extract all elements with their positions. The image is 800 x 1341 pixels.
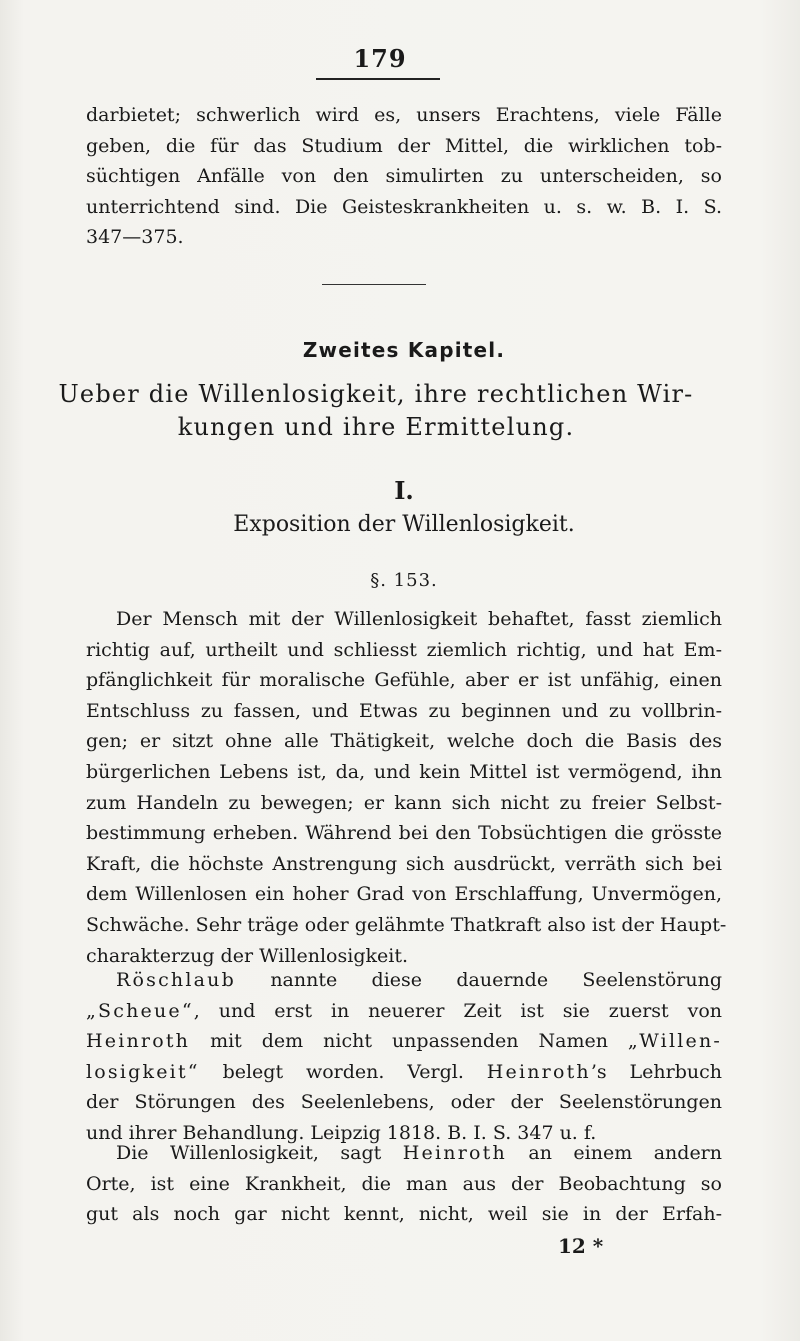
page-number: 179 <box>353 44 407 73</box>
text-line: Der Mensch mit der Willenlosigkeit behaftet, fasst ziemlich <box>116 608 722 630</box>
text-line: unterrichtend sind. Die Geisteskrankheiten u. s. w. B. I. S. <box>86 195 722 218</box>
text-line: und ihrer Behandlung. Leipzig 1818. B. I. S. 347 u. f. <box>86 1121 597 1144</box>
text-line <box>86 996 722 1027</box>
text-line <box>86 1057 722 1088</box>
text-line: süchtigen Anfälle von den simulirten zu unterscheiden, so <box>86 165 722 188</box>
text-line: gut als noch gar nicht kennt, nicht, weil sie in der Erfah- <box>86 1203 722 1226</box>
author-name: Heinroth <box>86 1030 191 1053</box>
text-line: bürgerlichen Lebens ist, da, und kein Mittel ist vermögend, ihn <box>86 760 722 783</box>
paragraph-main <box>86 604 727 971</box>
text-line: pfänglichkeit für moralische Gefühle, aber er ist unfähig, einen <box>86 669 722 692</box>
text-line <box>86 965 722 996</box>
subtitle-line: kungen und ihre Ermittelung. <box>177 413 575 441</box>
section-numeral: I. <box>394 476 414 505</box>
text-line: zum Handeln zu bewegen; er kann sich nicht zu freier Selbst- <box>86 791 722 814</box>
text-run: Die Willenlosigkeit, sagt <box>116 1142 403 1164</box>
text-run: belegt worden. Vergl. <box>199 1060 487 1083</box>
text-line <box>86 1026 722 1057</box>
author-name: Heinroth <box>402 1142 507 1164</box>
paragraph-continuation <box>86 100 722 253</box>
text-line: richtig auf, urtheilt und schliesst ziemlich richtig, und hat Em- <box>86 638 722 661</box>
term: „Scheue“ <box>86 999 194 1022</box>
text-line: 347—375. <box>86 226 184 249</box>
text-line: Entschluss zu fassen, und Etwas zu beginnen und zu vollbrin- <box>86 699 722 722</box>
text-run: , und erst in neuerer Zeit ist sie zuerst von <box>193 999 722 1022</box>
section-title: Exposition der Willenlosigkeit. <box>233 512 575 537</box>
term: „Willen- <box>627 1030 722 1053</box>
author-name: Heinroth <box>486 1060 591 1083</box>
text-line: Kraft, die höchste Anstrengung sich ausdrückt, verräth sich bei <box>86 852 722 875</box>
author-name: Röschlaub <box>116 969 236 991</box>
text-line: Orte, ist eine Krankheit, die man aus der Beobachtung so <box>86 1172 722 1195</box>
text-run: nannte diese dauernde Seelenstörung <box>235 969 722 991</box>
text-line: bestimmung erheben. Während bei den Tobsüchtigen die grösste <box>86 822 722 845</box>
text-run: mit dem nicht unpassenden Namen <box>190 1030 628 1053</box>
paragraph-heinroth <box>86 1138 722 1230</box>
text-line: der Störungen des Seelenlebens, oder der Seelenstörungen <box>86 1091 722 1114</box>
chapter-subtitle <box>30 378 722 444</box>
term: losigkeit“ <box>86 1060 200 1083</box>
text-line <box>86 1138 722 1169</box>
subtitle-line: Ueber die Willenlosigkeit, ihre rechtlichen Wir- <box>58 380 694 408</box>
text-line: Schwäche. Sehr träge oder gelähmte Thatkraft also ist der Haupt- <box>86 913 727 936</box>
paragraph-marker: §. 153. <box>370 570 438 591</box>
text-run: ’s Lehrbuch <box>590 1060 722 1083</box>
header-rule <box>316 78 440 80</box>
text-run: an einem andern <box>506 1142 723 1164</box>
signature-mark: 12 * <box>558 1234 604 1258</box>
text-line: charakterzug der Willenlosigkeit. <box>86 944 408 967</box>
paragraph-roeschlaub <box>86 965 722 1149</box>
text-line: dem Willenlosen ein hoher Grad von Erschlaffung, Unvermögen, <box>86 883 722 906</box>
chapter-title: Zweites Kapitel. <box>302 338 506 362</box>
text-line: geben, die für das Studium der Mittel, die wirklichen tob- <box>86 134 722 157</box>
text-line: darbietet; schwerlich wird es, unsers Erachtens, viele Fälle <box>86 104 722 126</box>
section-divider <box>322 284 426 285</box>
text-line: gen; er sitzt ohne alle Thätigkeit, welche doch die Basis des <box>86 730 722 753</box>
